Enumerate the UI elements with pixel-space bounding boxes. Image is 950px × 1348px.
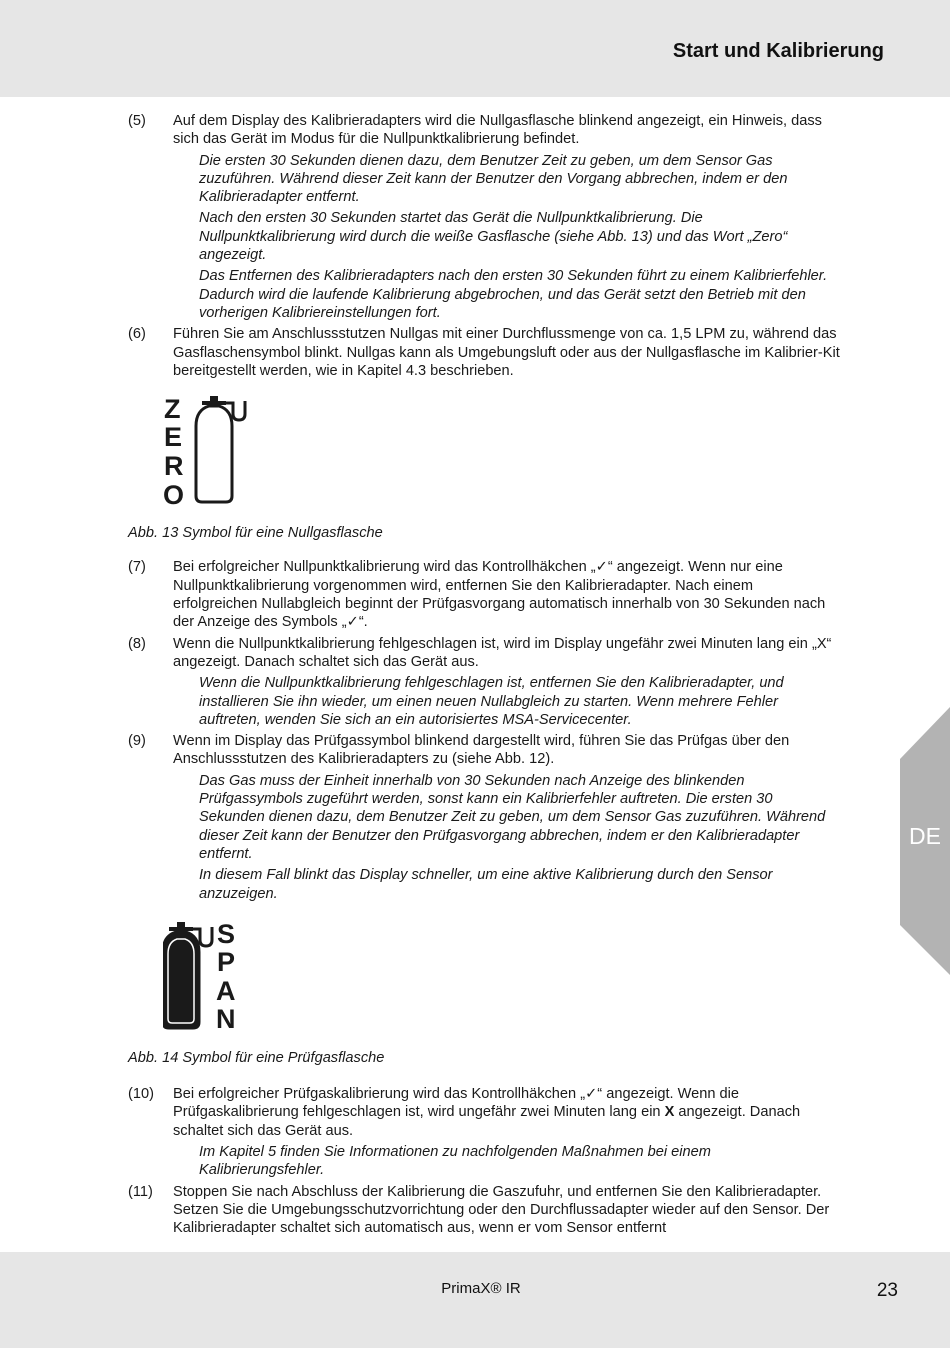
step-7	[128, 558, 840, 631]
span-gas-cylinder-icon	[163, 919, 253, 1037]
figure-letter: N	[216, 1003, 236, 1034]
step-text: Führen Sie am Anschlussstutzen Nullgas mit einer Durchflussmenge von ca. 1,5 LPM zu, während das Gasflaschensymbol blinkt. Nullgas kann als Umgebungsluft oder aus der Nullgasflasche im Kalibrier-Kit bereitgestellt werden, wie in Kapitel 4.3 beschrieben.	[173, 326, 840, 379]
figure-letter: R	[164, 451, 184, 482]
step-text: Wenn die Nullpunktkalibrierung fehlgeschlagen ist, wird im Display ungefähr zwei Minuten lang ein „X“ angezeigt. Danach schaltet sich das Gerät aus.	[173, 635, 832, 670]
figure-letter: A	[216, 975, 236, 1006]
step-9	[128, 732, 840, 769]
step-5	[128, 112, 840, 149]
step-text: Bei erfolgreicher Nullpunktkalibrierung wird das Kontrollhäkchen „✓“ angezeigt. Wenn nur eine Nullpunktkalibrierung vorgenommen wird, entfernen Sie den Kalibrieradapter. Nach einem erfolgreichen Nullabgleich beginnt der Prüfgasvorgang automatisch innerhalb von 30 Sekunden nach der Anzeige des Symbols „✓“.	[173, 559, 826, 631]
step-number: (8)	[128, 635, 146, 652]
figure-span-symbol	[128, 919, 840, 1049]
step-note: Die ersten 30 Sekunden dienen dazu, dem Benutzer Zeit zu geben, um dem Sensor Gas zuzuführen. Während dieser Zeit kann der Benutzer den Vorgang abbrechen, indem er den Kalibrieradapter entfernt.	[199, 152, 788, 206]
step-number: (9)	[128, 733, 146, 750]
step-note: In diesem Fall blinkt das Display schneller, um eine aktive Kalibrierung durch den Sensor anzuzeigen.	[199, 867, 773, 902]
product-name: PrimaX® IR	[441, 1280, 521, 1297]
figure-zero-symbol	[128, 396, 840, 524]
figure-caption: Abb. 13 Symbol für eine Nullgasflasche	[128, 525, 383, 542]
step-number: (6)	[128, 326, 146, 343]
step-text: Auf dem Display des Kalibrieradapters wird die Nullgasflasche blinkend angezeigt, ein Hinweis, dass sich das Gerät im Modus für die Nullpunktkalibrierung befindet.	[173, 113, 822, 148]
step-10	[128, 1085, 840, 1140]
figure-letter: E	[164, 422, 183, 453]
step-6	[128, 325, 840, 380]
figure-letter: S	[217, 918, 236, 949]
step-note: Wenn die Nullpunktkalibrierung fehlgeschlagen ist, entfernen Sie den Kalibrieradapter, und installieren Sie ihn wieder, um einen neuen Nullabgleich zu starten. Wenn mehrere Fehler auftreten, wenden Sie sich an ein autorisiertes MSA-Servicecenter.	[199, 675, 784, 728]
step-11	[128, 1183, 840, 1238]
page-header	[0, 0, 950, 97]
step-number: (11)	[128, 1183, 153, 1200]
page-footer	[0, 1252, 950, 1348]
step-text	[173, 1085, 840, 1140]
page-number: 23	[876, 1280, 898, 1301]
section-title: Start und Kalibrierung	[672, 40, 884, 62]
step-note: Das Gas muss der Einheit innerhalb von 30 Sekunden nach Anzeige des blinkenden Prüfgassymbols zugeführt werden, sonst kann ein Kalibrierfehler auftreten. Die ersten 30 Sekunden dienen dazu, dem Benutzer Zeit zu geben, um dem Sensor Gas zuzuführen. Während dieser Zeit kann der Benutzer den Prüfgasvorgang abbrechen, indem er den Kalibrieradapter entfernt.	[199, 772, 826, 862]
failure-mark: X	[664, 1104, 675, 1121]
language-tab-label: DE	[909, 823, 941, 849]
page-content	[128, 112, 840, 1240]
step-number: (5)	[128, 113, 146, 129]
step-note: Im Kapitel 5 finden Sie Informationen zu nachfolgenden Maßnahmen bei einem Kalibrierungsfehler.	[199, 1143, 711, 1179]
figure-letter: O	[163, 480, 185, 511]
figure-caption: Abb. 14 Symbol für eine Prüfgasflasche	[128, 1049, 385, 1066]
zero-gas-cylinder-icon	[161, 396, 251, 514]
step-text-part: Bei erfolgreicher Prüfgaskalibrierung wird das Kontrollhäkchen „✓“ angezeigt. Wenn die Prüfgaskalibrierung fehlgeschlagen ist, wird ungefähr zwei Minuten lang ein	[173, 1086, 740, 1121]
step-number: (7)	[128, 559, 146, 576]
figure-letter: Z	[164, 396, 181, 425]
step-note: Das Entfernen des Kalibrieradapters nach den ersten 30 Sekunden führt zu einem Kalibrierfehler. Dadurch wird die laufende Kalibrierung abgebrochen, und das Gerät setzt den Betrieb mit den vorherigen Kalibriereinstellungen fort.	[199, 268, 828, 321]
step-text: Stoppen Sie nach Abschluss der Kalibrierung die Gaszufuhr, und entfernen Sie den Kalibrieradapter. Setzen Sie die Umgebungsschutzvorrichtung oder den Durchflussadapter wieder auf den Sensor. Der Kalibrieradapter schaltet sich automatisch aus, wenn er vom Sensor entfernt	[173, 1183, 830, 1237]
step-number: (10)	[128, 1086, 154, 1103]
step-text-part: angezeigt. Danach schaltet sich das Gerät aus.	[173, 1104, 801, 1139]
step-8	[128, 635, 840, 672]
step-text: Wenn im Display das Prüfgassymbol blinkend dargestellt wird, führen Sie das Prüfgas über den Anschlussstutzen des Kalibrieradapters zu (siehe Abb. 12).	[173, 733, 790, 768]
step-note: Nach den ersten 30 Sekunden startet das Gerät die Nullpunktkalibrierung. Die Nullpunktkalibrierung wird durch die weiße Gasflasche (siehe Abb. 13) und das Wort „Zero“ angezeigt.	[199, 210, 788, 264]
figure-letter: P	[217, 946, 236, 977]
